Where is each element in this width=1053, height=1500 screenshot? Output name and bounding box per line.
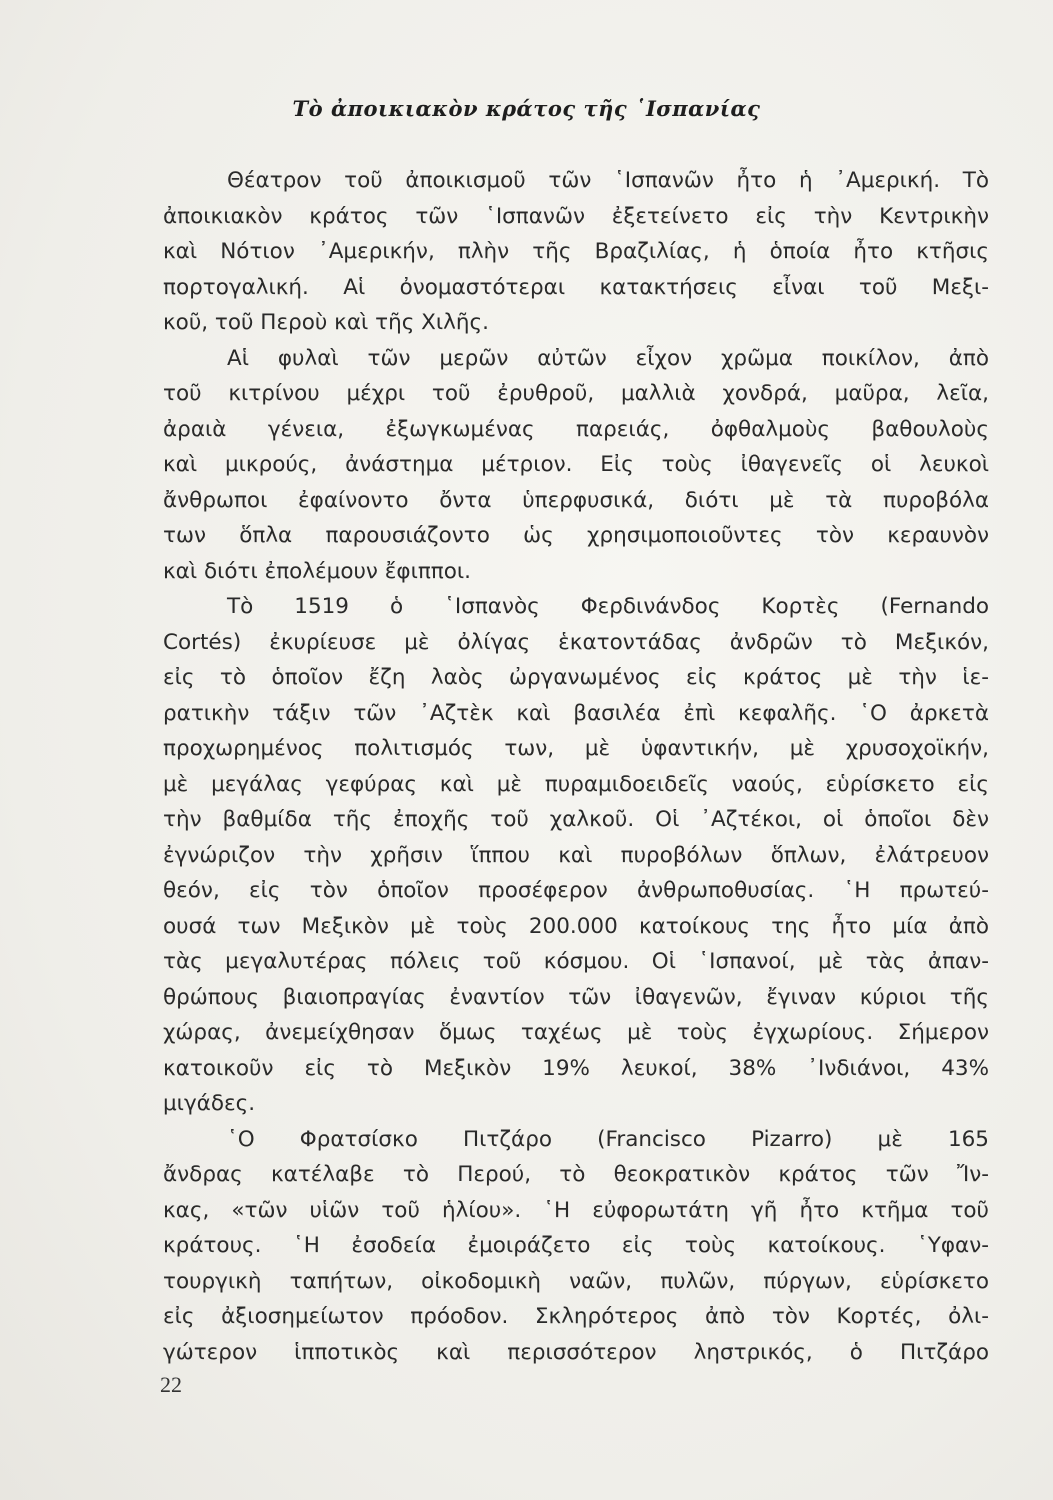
text-line: Τὸ 1519 ὁ ῾Ισπανὸς Φερδινάνδος Κορτὲς (Fernando xyxy=(227,594,989,619)
text-line: εἰς ἀξιοσημείωτον πρόοδον. Σκληρότερος ἀπὸ τὸν Κορτές, ὀλι- xyxy=(163,1304,989,1329)
text-line: κράτους. ῾Η ἐσοδεία ἐμοιράζετο εἰς τοὺς κατοίκους. ῾Υφαν- xyxy=(163,1233,989,1258)
text-line: θεόν, εἰς τὸν ὁποῖον προσέφερον ἀνθρωποθυσίας. ῾Η πρωτεύ- xyxy=(163,878,989,903)
text-line: χώρας, ἀνεμείχθησαν ὅμως ταχέως μὲ τοὺς ἐγχωρίους. Σήμερον xyxy=(163,1020,989,1045)
text-line: τὴν βαθμίδα τῆς ἐποχῆς τοῦ χαλκοῦ. Οἱ ᾿Αζτέκοι, οἱ ὁποῖοι δὲν xyxy=(163,807,989,832)
text-line: κατοικοῦν εἰς τὸ Μεξικὸν 19% λευκοί, 38% ᾿Ινδιάνοι, 43% xyxy=(163,1055,989,1081)
text-line: ἄνδρας κατέλαβε τὸ Περού, τὸ θεοκρατικὸν κράτος τῶν Ἴν- xyxy=(163,1162,989,1187)
text-line: Θέατρον τοῦ ἀποικισμοῦ τῶν ῾Ισπανῶν ἦτο ἡ ᾿Αμερική. Τὸ xyxy=(227,168,989,193)
page-number: 22 xyxy=(160,1372,182,1397)
text-line: θρώπους βιαιοπραγίας ἐναντίον τῶν ἰθαγενῶν, ἔγιναν κύριοι τῆς xyxy=(163,984,989,1010)
text-line: καὶ Νότιον ᾿Αμερικήν, πλὴν τῆς Βραζιλίας, ἡ ὁποία ἦτο κτῆσις xyxy=(163,239,989,264)
text-line: προχωρημένος πολιτισμός των, μὲ ὑφαντικήν, μὲ χρυσοχοϊκήν, xyxy=(163,736,989,761)
text-line: ουσά των Μεξικὸν μὲ τοὺς 200.000 κατοίκους της ἦτο μία ἀπὸ xyxy=(163,913,989,939)
text-line: τοῦ κιτρίνου μέχρι τοῦ ἐρυθροῦ, μαλλιὰ χονδρά, μαῦρα, λεῖα, xyxy=(163,381,989,406)
text-line: των ὅπλα παρουσιάζοντο ὡς χρησιμοποιοῦντες τὸν κεραυνὸν xyxy=(163,523,989,548)
text-line: κοῦ, τοῦ Περοὺ καὶ τῆς Χιλῆς. xyxy=(163,310,489,335)
text-line: τουργικὴ ταπήτων, οἰκοδομικὴ ναῶν, πυλῶν, πύργων, εὑρίσκετο xyxy=(163,1268,989,1294)
text-line: μιγάδες. xyxy=(163,1091,256,1116)
text-line: Cortés) ἐκυρίευσε μὲ ὀλίγας ἑκατοντάδας ἀνδρῶν τὸ Μεξικόν, xyxy=(163,629,989,655)
page-title: Τὸ ἀποικιακὸν κράτος τῆς ῾Ισπανίας xyxy=(292,96,761,121)
text-line: ἄνθρωποι ἐφαίνοντο ὄντα ὑπερφυσικά, διότι μὲ τὰ πυροβόλα xyxy=(163,487,989,513)
text-line: Αἱ φυλαὶ τῶν μερῶν αὐτῶν εἶχον χρῶμα ποικίλον, ἀπὸ xyxy=(227,345,989,371)
text-line: καὶ διότι ἐπολέμουν ἔφιπποι. xyxy=(163,558,472,584)
text-line: ἀποικιακὸν κράτος τῶν ῾Ισπανῶν ἐξετείνετο εἰς τὴν Κεντρικὴν xyxy=(163,203,989,229)
text-line: γώτερον ἱπποτικὸς καὶ περισσότερον ληστρικός, ὁ Πιτζάρο xyxy=(163,1339,989,1365)
text-line: ρατικὴν τάξιν τῶν ᾿Αζτὲκ καὶ βασιλέα ἐπὶ κεφαλῆς. ῾Ο ἀρκετὰ xyxy=(163,700,989,726)
text-line: τὰς μεγαλυτέρας πόλεις τοῦ κόσμου. Οἱ ῾Ισπανοί, μὲ τὰς ἀπαν- xyxy=(163,949,989,974)
text-line: πορτογαλική. Αἱ ὀνομαστότεραι κατακτήσεις εἶναι τοῦ Μεξι- xyxy=(163,274,989,300)
text-line: ῾Ο Φρατσίσκο Πιτζάρο (Francisco Pizarro) μὲ 165 xyxy=(227,1126,989,1152)
body-text xyxy=(163,163,989,1370)
text-line: κας, «τῶν υἱῶν τοῦ ἡλίου». ῾Η εὐφορωτάτη γῆ ἦτο κτῆμα τοῦ xyxy=(163,1197,989,1223)
text-line: μὲ μεγάλας γεφύρας καὶ μὲ πυραμιδοειδεῖς ναούς, εὑρίσκετο εἰς xyxy=(163,771,989,797)
text-line: καὶ μικρούς, ἀνάστημα μέτριον. Εἰς τοὺς ἰθαγενεῖς οἱ λευκοὶ xyxy=(163,452,989,477)
text-line: εἰς τὸ ὁποῖον ἔζη λαὸς ὠργανωμένος εἰς κράτος μὲ τὴν ἱε- xyxy=(163,665,989,690)
text-line: ἐγνώριζον τὴν χρῆσιν ἵππου καὶ πυροβόλων ὅπλων, ἐλάτρευον xyxy=(163,842,989,868)
text-line: ἀραιὰ γένεια, ἐξωγκωμένας παρειάς, ὀφθαλμοὺς βαθουλοὺς xyxy=(163,416,989,442)
